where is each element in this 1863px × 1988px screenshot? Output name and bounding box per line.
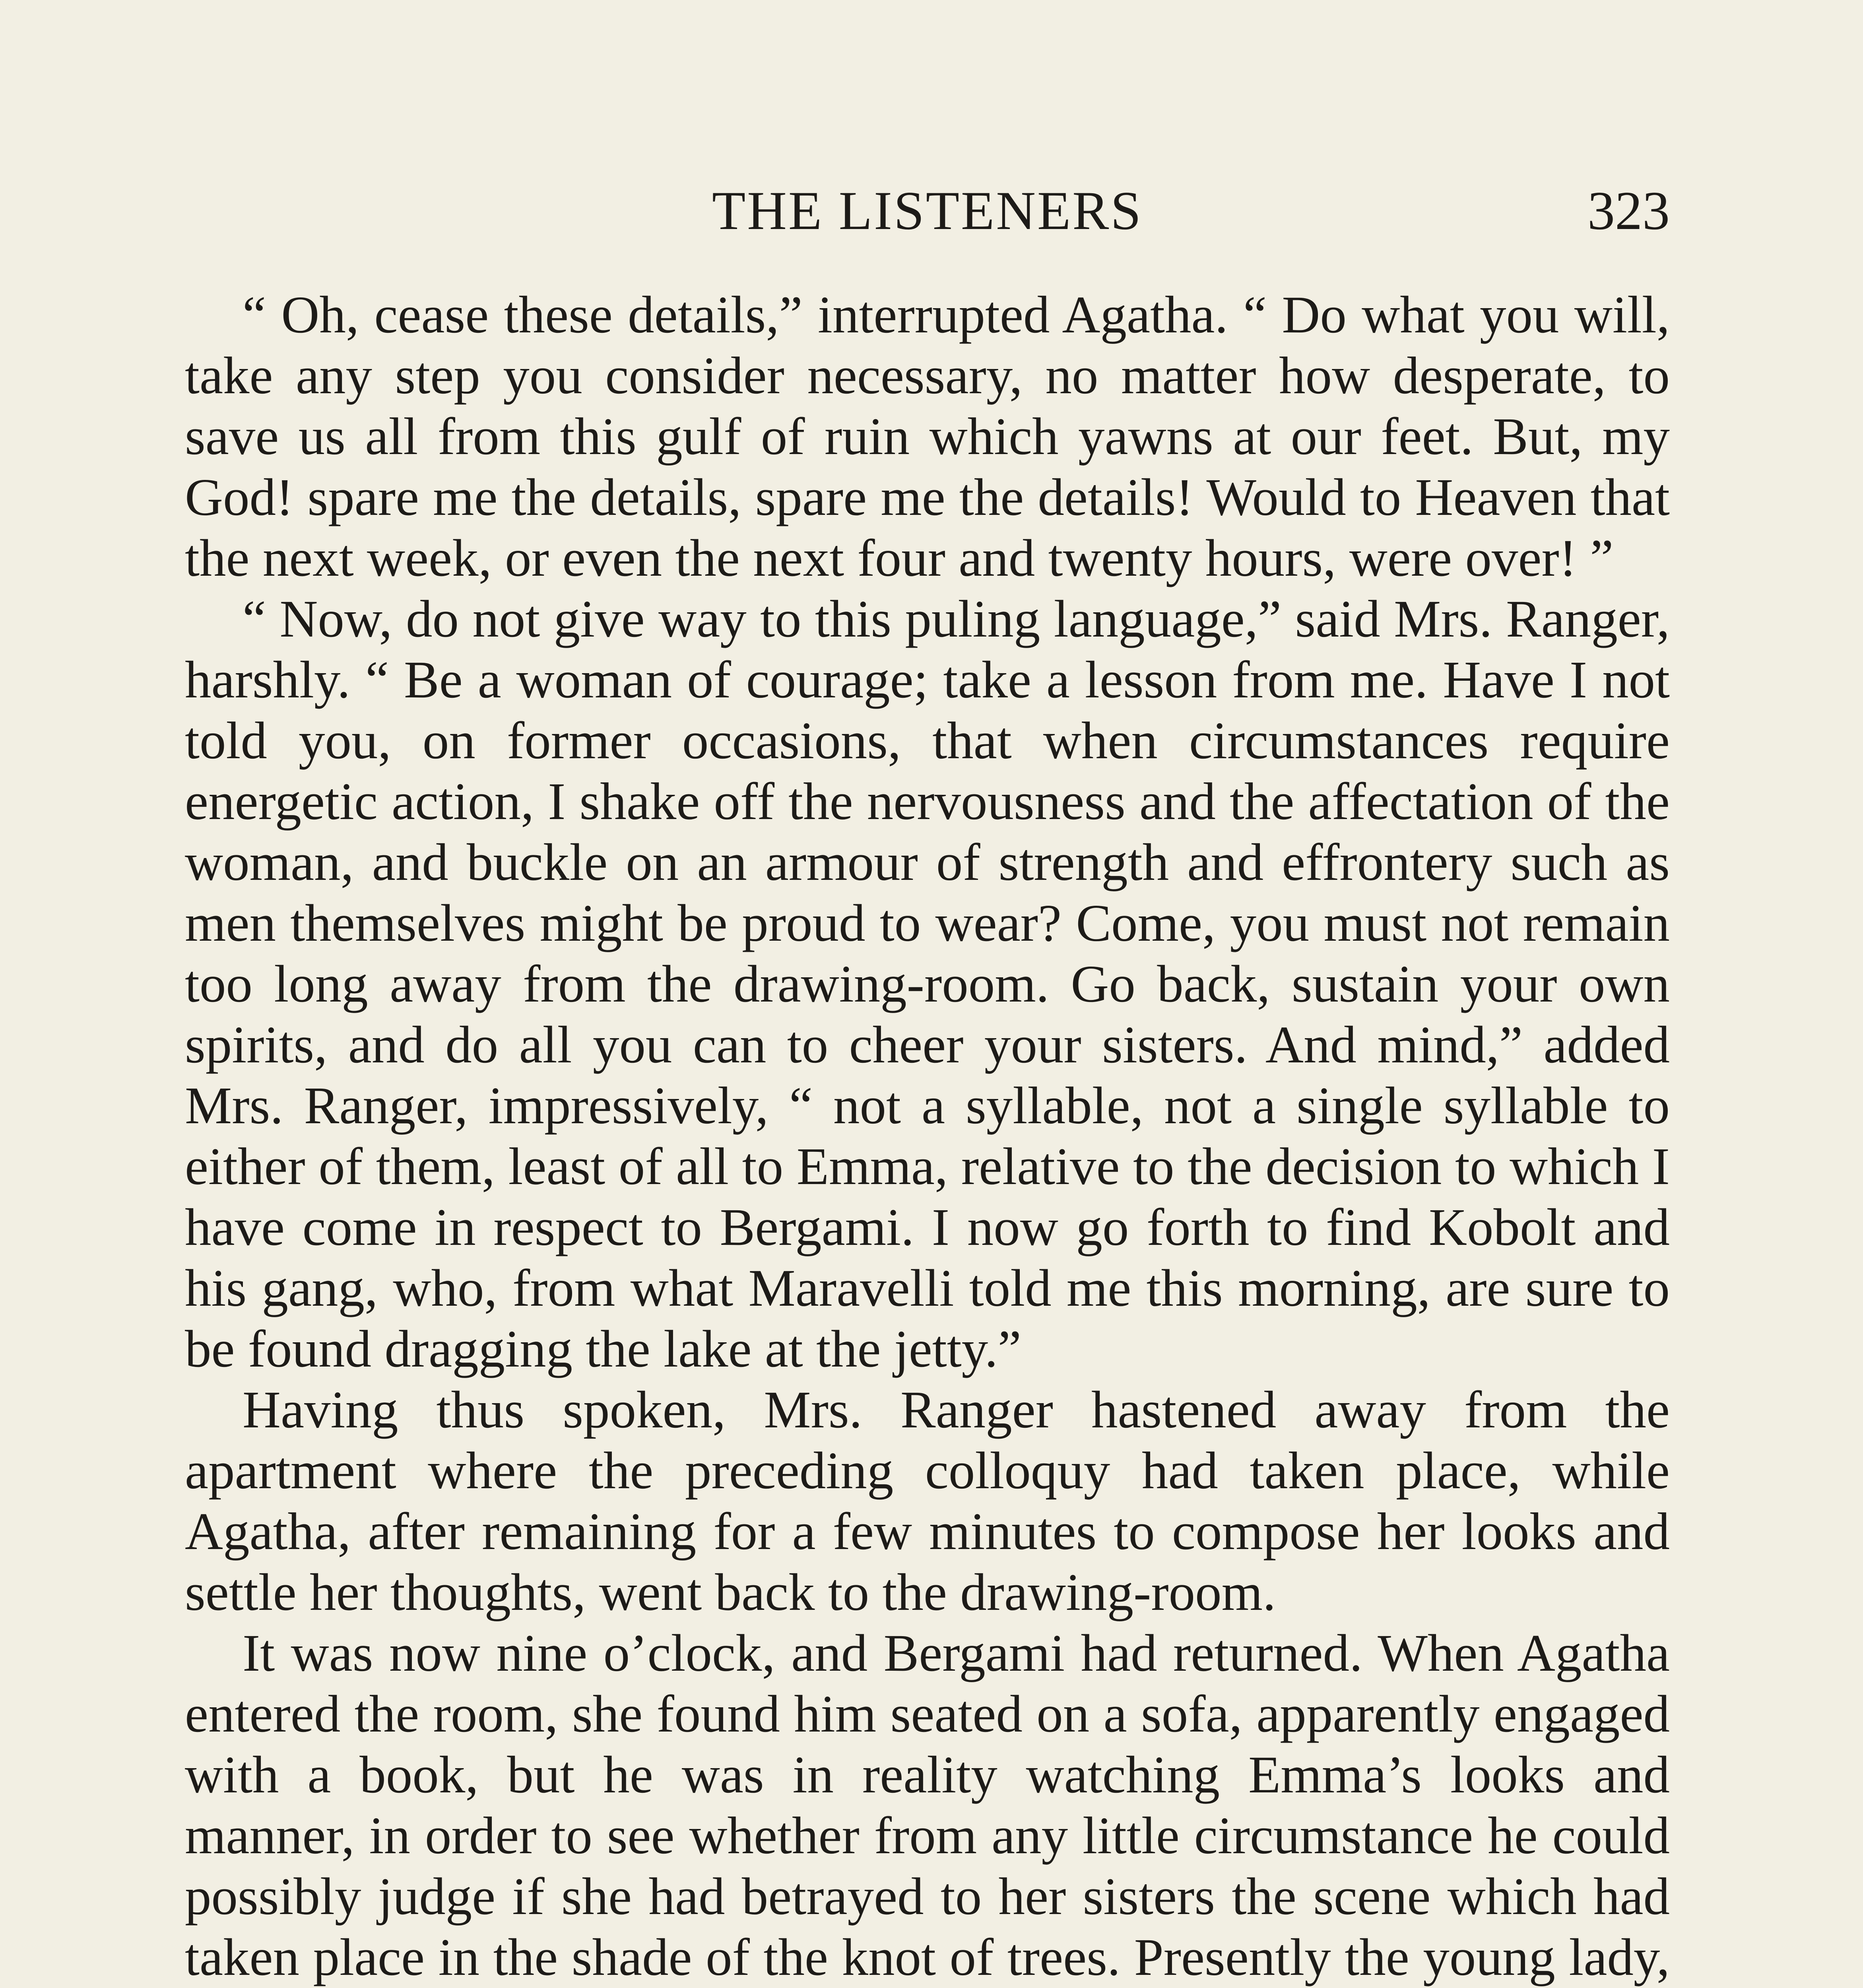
running-head [185, 171, 1670, 250]
running-title: THE LISTENERS [712, 180, 1143, 241]
paragraph: It was now nine o’clock, and Bergami had returned. When Agatha entered the room, she found him seated on a sofa, apparently engaged with a book, but he was in reality watching Emma’s looks and manner, in order to see whether from any little circumstance he could possibly judge if she had betrayed to her sisters the scene which had taken place in the shade of the knot of trees. Presently the young lady, [185, 1623, 1670, 1986]
paragraph: “ Oh, cease these details,” interrupted Agatha. “ Do what you will, take any step you consider necessary, no matter how desperate, to save us all from this gulf of ruin which yawns at our feet. But, my God! spare me the details, spare me the details! Would to Heaven that the next week, or even the next four and twenty hours, were over! ” [185, 285, 1670, 587]
body-text [185, 284, 1670, 1988]
page-number: 323 [1587, 180, 1670, 241]
paragraph: Having thus spoken, Mrs. Ranger hastened away from the apartment where the preceding colloquy had taken place, while Agatha, after remaining for a few minutes to compose her looks and settle her thoughts, went back to the drawing-room. [185, 1380, 1670, 1621]
paragraph: “ Now, do not give way to this puling language,” said Mrs. Ranger, harshly. “ Be a woman of courage; take a lesson from me. Have I not told you, on former occasions, that when circumstances require energetic action, I shake off the nervousness and the affectation of the woman, and buckle on an armour of strength and effrontery such as men themselves might be proud to wear? Come, you must not remain too long away from the drawing-room. Go back, sustain your own spirits, and do all you can to cheer your sisters. And mind,” added Mrs. Ranger, impressively, “ not a syllable, not a single syllable to either of them, least of all to Emma, relative to the decision to which I have come in respect to Bergami. I now go forth to find Kobolt and his gang, who, from what Maravelli told me this morning, are sure to be found dragging the lake at the jetty.” [185, 589, 1670, 1378]
